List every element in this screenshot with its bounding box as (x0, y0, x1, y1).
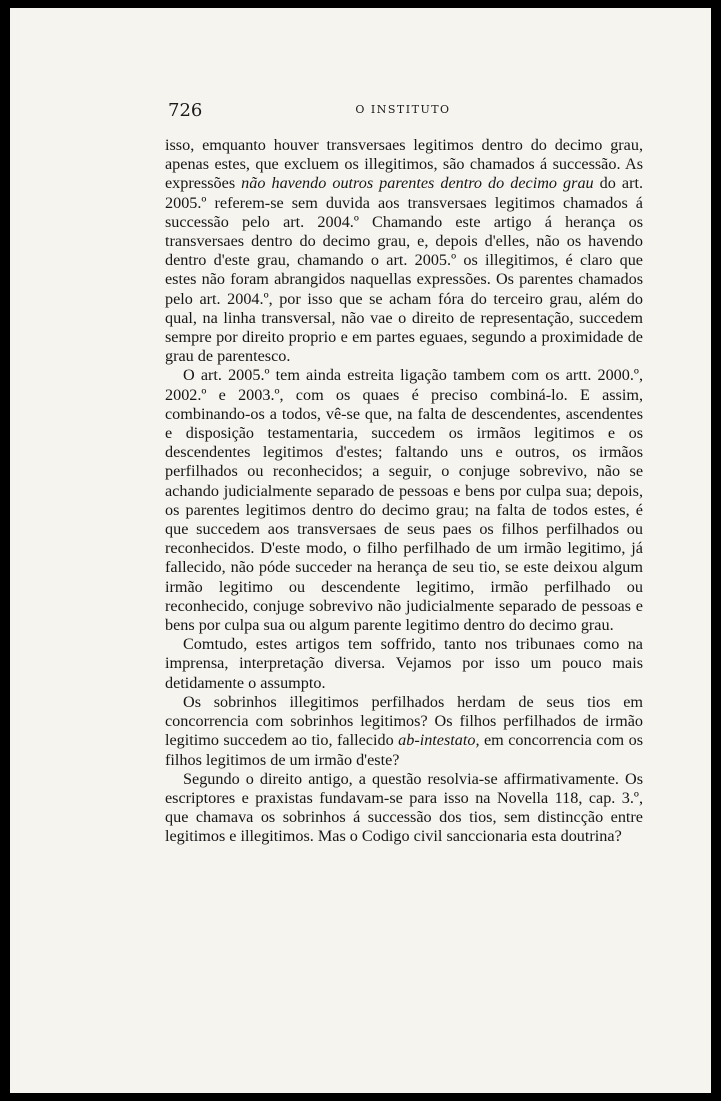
paragraph-4 (165, 693, 643, 770)
text-run: em concorrencia com os filhos legitimos de um irmão d'este? (165, 731, 644, 769)
page-number: 726 (168, 100, 203, 121)
italic-term: ab-intestato, (398, 731, 480, 750)
paragraph-1 (165, 136, 643, 366)
text-run: Comtudo, estes artigos tem soffrido, tanto nos tribunaes como na imprensa, interpretação diversa. Vejamos por isso um pouco mais detidamente o assumpto. (165, 635, 643, 692)
text-run: Os sobrinhos illegitimos perfilhados herdam de seus tios em concorrencia com sobrinhos legitimos? Os filhos perfilhados de irmão legitimo succedem ao tio, fallecido (165, 692, 643, 750)
paragraph-5 (165, 770, 643, 847)
book-page (10, 8, 711, 1093)
text-run: isso, emquanto houver transversaes legitimos dentro do decimo grau, apenas estes, que excluem os illegitimos, são chamados á successão. As expressões (165, 136, 643, 193)
text-run: do art. 2005.º referem-se sem duvida aos transversaes legitimos chamados á successão pelo art. 2004.º Chamando este artigo á herança os transversaes dentro do decimo grau, e, depois d'elles, não os havendo dentro d'este grau, chamando o art. 2005.º os illegitimos, é claro que estes não foram abrangidos naquellas expressões. Os parentes chamados pelo art. 2004.º, por isso que se acham fóra do terceiro grau, além do qual, na linha transversal, não vae o direito de representação, succedem sempre por direito proprio e em partes eguaes, segundo a proximidade de grau de parentesco. (165, 174, 644, 366)
paragraph-2 (165, 366, 643, 635)
italic-quote: não havendo outros parentes dentro do decimo grau (241, 174, 594, 193)
running-head: O INSTITUTO (355, 103, 451, 116)
text-run: O art. 2005.º tem ainda estreita ligação tambem com os artt. 2000.º, 2002.º e 2003.º, com os quaes é preciso combiná-lo. E assim, combinando-os a todos, vê-se que, na falta de descendentes, ascendentes e disposição testamentaria, succedem os irmãos legitimos e os descendentes legitimos d'estes; faltando uns e outros, os irmãos perfilhados ou reconhecidos; a seguir, o conjuge sobrevivo, não se achando judicialmente separado de pessoas e bens por culpa sua; depois, os parentes legitimos dentro do decimo grau; na falta de todos estes, é que succedem aos transversaes de seus paes os filhos perfilhados ou reconhecidos. D'este modo, o filho perfilhado de um irmão legitimo, já fallecido, não póde succeder na herança de seu tio, se este deixou algum irmão legitimo ou descendente legitimo, irmão perfilhado ou reconhecido, conjuge sobrevivo não judicialmente separado de pessoas e bens por culpa sua ou algum parente legitimo dentro do decimo grau. (165, 366, 643, 635)
paragraph-3 (165, 635, 643, 693)
page-header (168, 100, 638, 122)
body-text (165, 136, 643, 847)
text-run: Segundo o direito antigo, a questão resolvia-se affirmativamente. Os escriptores e praxistas fundavam-se para isso na Novella 118, cap. 3.º, que chamava os sobrinhos á successão dos tios, sem distincção entre legitimos e illegitimos. Mas o Codigo civil sanccionaria esta doutrina? (165, 769, 643, 846)
